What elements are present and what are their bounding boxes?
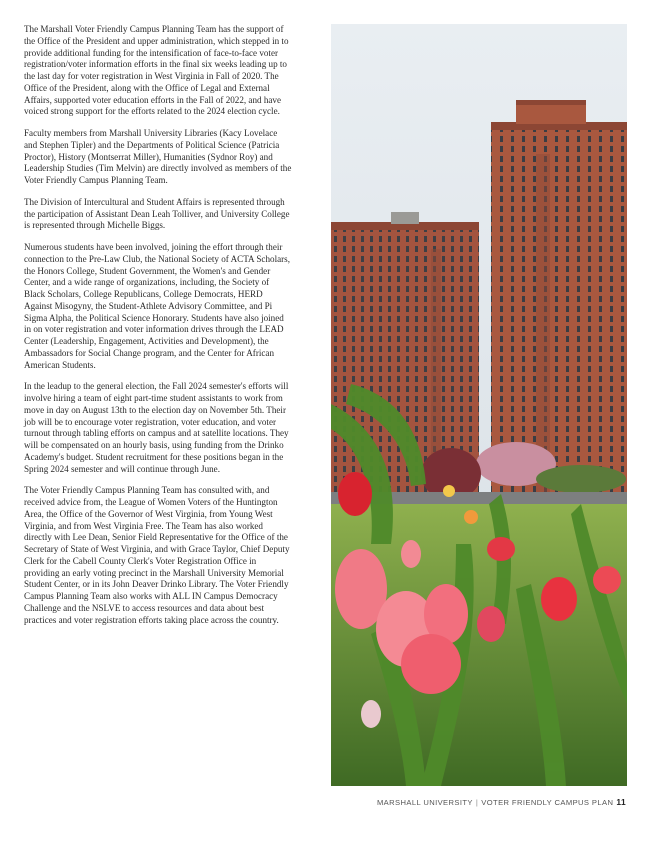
right-tower bbox=[491, 100, 627, 499]
paragraph-faculty: Faculty members from Marshall University Libraries (Kacy Lovelace and Stephen Tipler) and the Departments of Political Science (Patricia Proctor), History (Montserrat Miller), Humanities (Sydnor Roy) and Leadership Studies (Tim Melvin) are directly involved as members of the Voter Friendly Campus Planning Team. bbox=[24, 128, 292, 185]
footer-separator: | bbox=[475, 798, 479, 807]
body-text-column bbox=[24, 24, 292, 636]
paragraph-support: The Marshall Voter Friendly Campus Planning Team has the support of the Office of the President and upper administration, which stepped in to provide additional funding for the intensification of face-to-face voter registration/voter information efforts in the final six weeks leading up to the last day for voter registration in West Virginia in Fall of 2020. The Office of the President, along with the Office of Legal and External Affairs, supported voter education efforts in the Fall of 2022, and have voiced strong support for the efforts related to the 2024 election cycle. bbox=[24, 24, 289, 117]
campus-photo bbox=[331, 24, 627, 786]
page-footer bbox=[377, 797, 626, 807]
page-number: 11 bbox=[616, 797, 626, 807]
campus-photo-illustration bbox=[331, 24, 627, 786]
paragraph-students: Numerous students have been involved, joining the effort through their connection to the Pre-Law Club, the National Society of ACTA Scholars, the Honors College, Student Government, the Women's and Gender Center, and a wide range of organizations, including, the Society of Black Scholars, College Republicans, College Democrats, HERD Against Misogyny, the Student-Athlete Advisory Committee, and Pi Sigma Alpha, the Political Science Honorary. Students have also joined in on voter registration and voter information drives through the LEAD Center (Leadership, Engagement, Activities and Development), the Ambassadors for Social Change program, and the Center for African American Students. bbox=[24, 242, 290, 370]
footer-doc-title: VOTER FRIENDLY CAMPUS PLAN bbox=[481, 798, 614, 807]
paragraph-consultation: The Voter Friendly Campus Planning Team has consulted with, and received advice from, the League of Women Voters of the Huntington Area, the Office of the Governor of West Virginia, from Young West Virginia, and from West Virginia Free. The Team has also worked directly with Lee Dean, Senior Field Representative for the Office of the Secretary of State of West Virginia, and with Grace Taylor, Chief Deputy Clerk for the Cabell County Clerk's Voter Registration Office in providing an early voting precinct in the Marshall University Memorial Student Center, or in its John Deaver Drinko Library. The Voter Friendly Campus Planning Team also works with ALL IN Campus Democracy Challenge and the NSLVE to access resources and data about best practices and voter registration efforts taking place across the country. bbox=[24, 485, 290, 625]
paragraph-division: The Division of Intercultural and Student Affairs is represented through the participation of Assistant Dean Leah Tolliver, and University College is represented through Michelle Biggs. bbox=[24, 196, 290, 231]
footer-org: MARSHALL UNIVERSITY bbox=[376, 798, 473, 807]
paragraph-fall-2024: In the leadup to the general election, the Fall 2024 semester's efforts will involve hiring a team of eight part-time student assistants to work from move in day on August 13th to the election day on November 5th. Their job will be to encourage voter registration, voter education, and voter turnout through tabling efforts on campus and at satellite locations. They will be compensated on an hourly basis, using funding from the Drinko Academy's budget. Student recruitment for these positions began in the Spring 2024 semester and will continue through June. bbox=[24, 381, 289, 474]
